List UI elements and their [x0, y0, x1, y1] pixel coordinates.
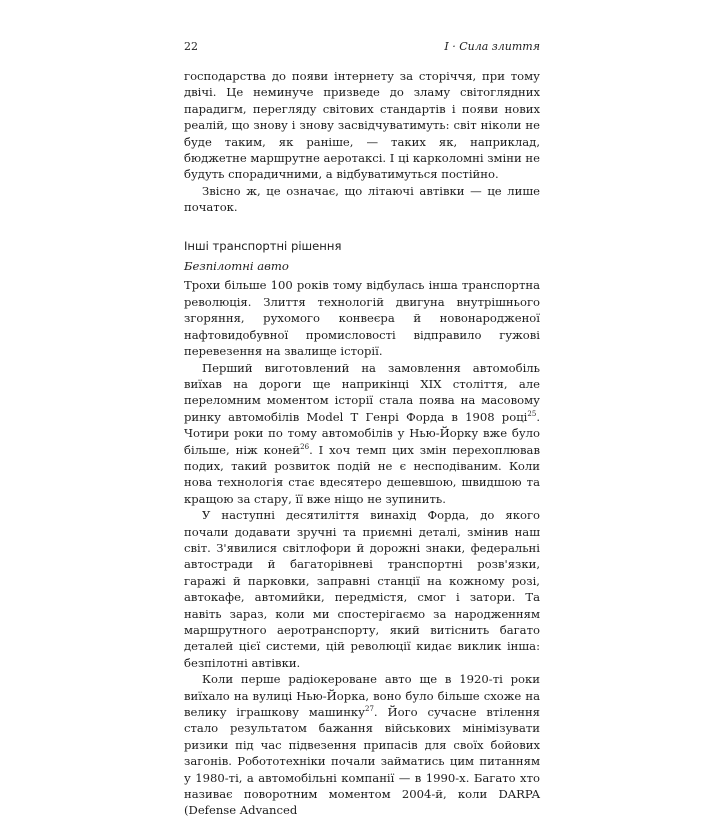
subsection-heading: Безпілотні авто	[184, 259, 289, 274]
paragraph-4-text-b: . Чотири роки по тому автомобілів у Нью-Йорку вже було більше, ніж коней	[184, 409, 540, 457]
footnote-ref-25: 25	[527, 409, 537, 418]
paragraph-2: Звісно ж, це означає, що літаючі автівки — це лише початок.	[184, 183, 540, 215]
page-header	[184, 40, 540, 56]
paragraph-4	[184, 360, 540, 508]
paragraph-6-text-b: . Його сучасне втілення стало результатом бажання військових мінімізувати ризики під час підвезення припасів для своїх бойових загонів. Робототехніки почали займатись цим питанням у 1980-ті, а автомобільні компанії — в 1990-х. Багато хто називає поворотним моментом 2004-й, коли DARPA (Defense Advanced	[184, 705, 540, 818]
running-head: I · Сила злиття	[444, 40, 540, 53]
body-text	[184, 68, 540, 819]
section-heading: Інші транспортні рішення	[184, 238, 342, 253]
paragraph-4-text-a: Перший виготовлений на замовлення автомобіль виїхав на дороги ще наприкінці XIX століття, але переломним моментом історії стала поява на масовому ринку автомобілів Model T Генрі Форда в 1908 році	[184, 360, 540, 424]
footnote-ref-26: 26	[300, 442, 310, 451]
paragraph-1: господарства до появи інтернету за сторіччя, при тому двічі. Це неминуче призведе до зламу світоглядних парадигм, перегляду світових стандартів і появи нових реалій, що знову і знову засвідчуватимуть: світ ніколи не буде таким, як раніше, — таких як, наприклад, бюджетне маршрутне аеротаксі. І ці карколомні зміни не будуть спорадичними, а відбуватимуться постійно.	[184, 69, 540, 182]
paragraph-3: Трохи більше 100 років тому відбулась інша транспортна революція. Злиття технологій двигуна внутрішнього згоряння, рухомого конвеєра й новонародженої нафтовидобувної промисловості відправило гужові перевезення на звалище історії.	[184, 278, 540, 359]
paragraph-6	[184, 671, 540, 819]
paragraph-6-text-a: Коли перше радіокероване авто ще в 1920-ті роки виїхало на вулиці Нью-Йорка, воно було більше схоже на велику іграшкову машинку	[184, 672, 540, 720]
paragraph-5: У наступні десятиліття винахід Форда, до якого почали додавати зручні та приємні деталі, змінив наш світ. З'явилися світлофори й дорожні знаки, федеральні автостради й багаторівневі транспортні розв'язки, гаражі й парковки, заправні станції на кожному розі, автокафе, автомийки, передмістя, смог і затори. Та навіть зараз, коли ми спостерігаємо за народженням маршрутного аеротранспорту, який витіснить багато деталей цієї системи, цій революції кидає виклик інша: безпілотні автівки.	[184, 508, 540, 670]
paragraph-4-text-c: . І хоч темп цих змін перехоплював подих, такий розвиток подій не є несподіваним. Коли нова технологія стає вдесятеро дешевшою, швидшою та кращою за стару, її вже ніщо не зупинить.	[184, 442, 540, 506]
page-number: 22	[184, 40, 198, 53]
footnote-ref-27: 27	[365, 705, 374, 714]
